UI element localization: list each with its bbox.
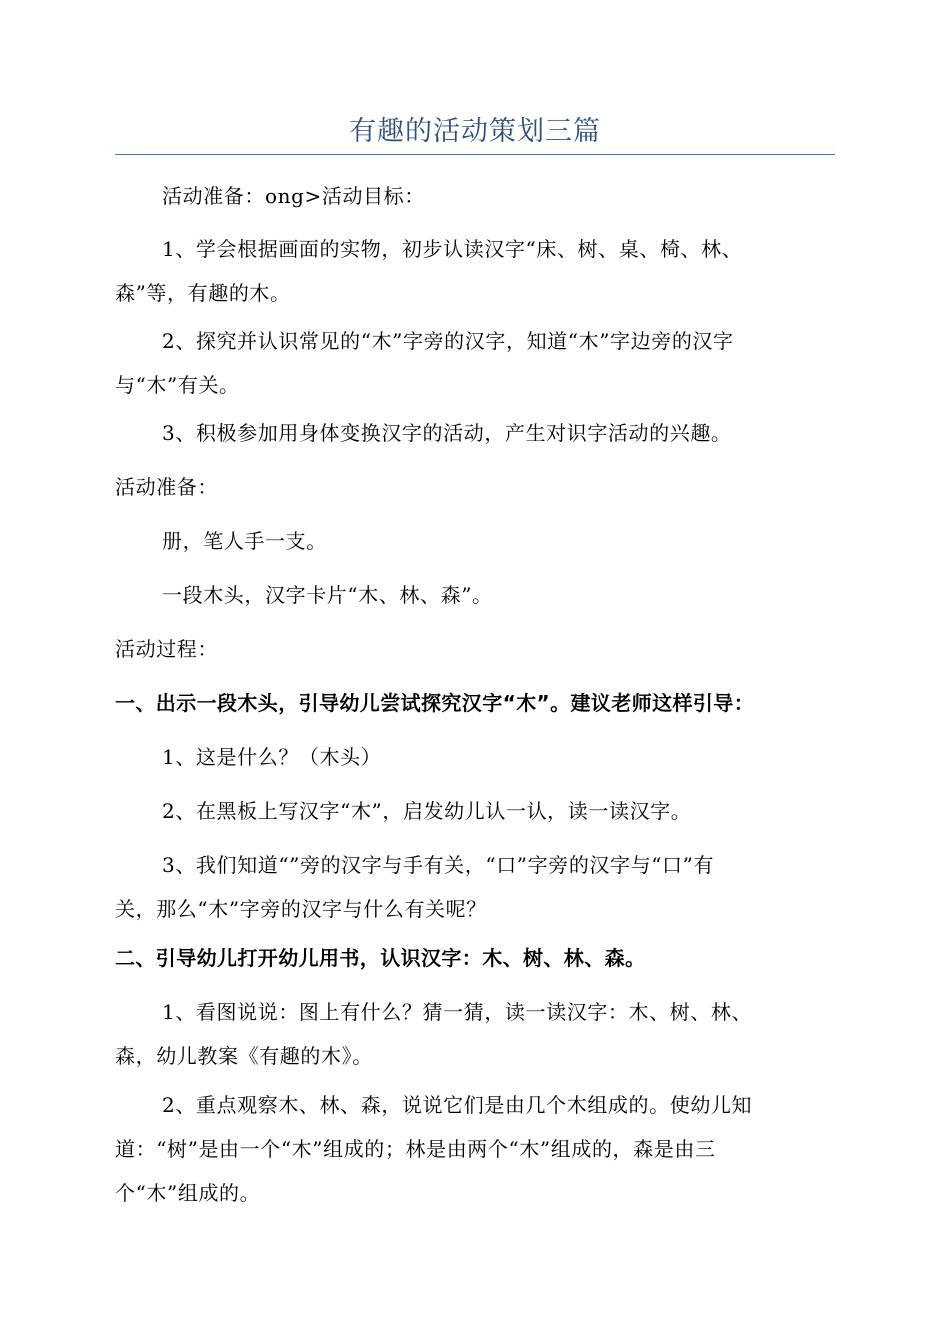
text-line: 道：“树”是由一个“木”组成的；林是由两个“木”组成的，森是由三 (115, 1137, 716, 1161)
text-line: 1、这是什么？（木头） (162, 745, 382, 769)
paragraph-goal-2 (115, 319, 835, 407)
text-line: 二、引导幼儿打开幼儿用书，认识汉字：木、树、林、森。 (115, 946, 646, 970)
paragraph-goal-1 (115, 227, 835, 315)
paragraph-step-2 (115, 789, 882, 833)
text-line: 森，幼儿教案《有趣的木》。 (115, 1044, 373, 1068)
text-line: 活动过程： (115, 637, 218, 661)
heading-preparation (115, 465, 835, 509)
text-line: 活动准备： (115, 475, 218, 499)
text-line: 3、积极参加用身体变换汉字的活动，产生对识字活动的兴趣。 (162, 421, 732, 445)
text-line: 一、出示一段木头，引导幼儿尝试探究汉字“木”。建议老师这样引导： (115, 691, 755, 715)
text-line: 关，那么“木”字旁的汉字与什么有关呢？ (115, 897, 487, 921)
section-heading-1 (115, 681, 835, 725)
text-line: 一段木头，汉字卡片“木、林、森”。 (162, 583, 493, 607)
paragraph-step-1 (115, 735, 882, 779)
section-heading-2 (115, 936, 835, 980)
heading-process (115, 627, 835, 671)
text-line: 2、探究并认识常见的“木”字旁的汉字，知道“木”字边旁的汉字 (162, 329, 734, 353)
document-title: 有趣的活动策划三篇 (349, 116, 601, 147)
text-line: 册，笔人手一支。 (162, 529, 327, 553)
title-underline (115, 154, 835, 155)
paragraph-goal-3 (115, 411, 882, 455)
text-line: 2、在黑板上写汉字“木”，启发幼儿认一认，读一读汉字。 (162, 799, 692, 823)
text-line: 1、学会根据画面的实物，初步认读汉字“床、树、桌、椅、林、 (162, 237, 743, 261)
text-line: 活动准备：ong>活动目标： (162, 184, 425, 208)
paragraph-prep-2 (115, 573, 882, 617)
text-line: 与“木”有关。 (115, 373, 240, 397)
text-line: 森”等，有趣的木。 (115, 281, 291, 305)
text-line: 3、我们知道“”旁的汉字与手有关，“口”字旁的汉字与“口”有 (162, 853, 715, 877)
paragraph-observe (115, 1083, 835, 1215)
paragraph-step-3 (115, 843, 835, 931)
text-line: 1、看图说说：图上有什么？猜一猜，读一读汉字：木、树、林、 (162, 1000, 753, 1024)
text-line: 个“木”组成的。 (115, 1181, 261, 1205)
paragraph-prep-1 (115, 519, 882, 563)
paragraph-preparation-goals (115, 174, 882, 218)
paragraph-look-and-say (115, 990, 835, 1078)
text-line: 2、重点观察木、林、森，说说它们是由几个木组成的。使幼儿知 (162, 1093, 753, 1117)
